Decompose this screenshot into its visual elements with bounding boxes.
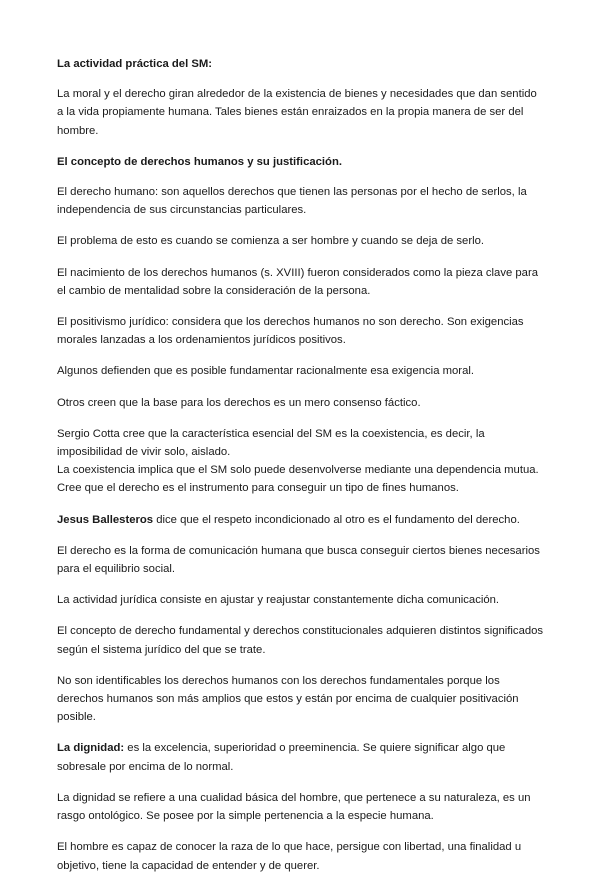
paragraph-ballesteros xyxy=(57,511,545,529)
paragraph-text: dice que el respeto incondicionado al otro es el fundamento del derecho. xyxy=(153,513,520,526)
heading-derechos-humanos: El concepto de derechos humanos y su justificación. xyxy=(57,155,342,168)
bold-name: Jesus Ballesteros xyxy=(57,513,154,526)
paragraph-cualidad-basica: La dignidad se refiere a una cualidad básica del hombre, que pertenece a su naturaleza, es un rasgo ontológico. Se posee por la simple pertenencia a la especie humana. xyxy=(57,791,531,823)
paragraph-moral-derecho: La moral y el derecho giran alrededor de la existencia de bienes y necesidades que dan sentido a la vida propiamente humana. Tales bienes están enraizados en la propia manera de ser del hombre. xyxy=(57,88,537,137)
paragraph-text: es la excelencia, superioridad o preeminencia. Se quiere significar algo que sobresale por encima de lo normal. xyxy=(57,742,506,773)
paragraph-line: La coexistencia implica que el SM solo puede desenvolverse mediante una dependencia mutua. xyxy=(57,464,539,477)
bold-term: La dignidad: xyxy=(57,742,125,755)
paragraph-derecho-fundamental: El concepto de derecho fundamental y derechos constitucionales adquieren distintos significados según el sistema jurídico del que se trate. xyxy=(57,625,544,656)
paragraph-dignidad xyxy=(57,739,545,775)
paragraph-problema: El problema de esto es cuando se comienza a ser hombre y cuando se deja de serlo. xyxy=(57,235,485,248)
paragraph-positivismo: El positivismo jurídico: considera que los derechos humanos no son derecho. Son exigencias morales lanzadas a los ordenamientos jurídicos positivos. xyxy=(57,316,524,347)
paragraph-line: Cree que el derecho es el instrumento para conseguir un tipo de fines humanos. xyxy=(57,482,459,495)
paragraph-line: Sergio Cotta cree que la característica esencial del SM es la coexistencia, es decir, la imposibilidad de vivir solo, aislado. xyxy=(57,427,485,459)
paragraph-nacimiento: El nacimiento de los derechos humanos (s. XVIII) fueron considerados como la pieza clave para el cambio de mentalidad sobre la consideración de la persona. xyxy=(57,266,539,297)
paragraph-otros: Otros creen que la base para los derechos es un mero consenso fáctico. xyxy=(57,396,421,409)
paragraph-actividad-juridica: La actividad jurídica consiste en ajustar y reajustar constantemente dicha comunicación. xyxy=(57,594,500,607)
heading-actividad-practica: La actividad práctica del SM: xyxy=(57,58,213,70)
paragraph-sergio-cotta xyxy=(57,425,545,498)
paragraph-algunos: Algunos defienden que es posible fundamentar racionalmente esa exigencia moral. xyxy=(57,365,474,378)
paragraph-no-identificables: No son identificables los derechos humanos con los derechos fundamentales porque los derechos humanos son más amplios que estos y están por encima de cualquier positivación posible. xyxy=(57,674,519,724)
paragraph-comunicacion: El derecho es la forma de comunicación humana que busca conseguir ciertos bienes necesarios para el equilibrio social. xyxy=(57,544,540,576)
paragraph-hombre-capaz: El hombre es capaz de conocer la raza de lo que hace, persigue con libertad, una finalidad u objetivo, tiene la capacidad de entender y de querer. xyxy=(57,841,522,872)
paragraph-derecho-humano: El derecho humano: son aquellos derechos que tienen las personas por el hecho de serlos, la independencia de sus circunstancias particulares. xyxy=(57,186,527,217)
